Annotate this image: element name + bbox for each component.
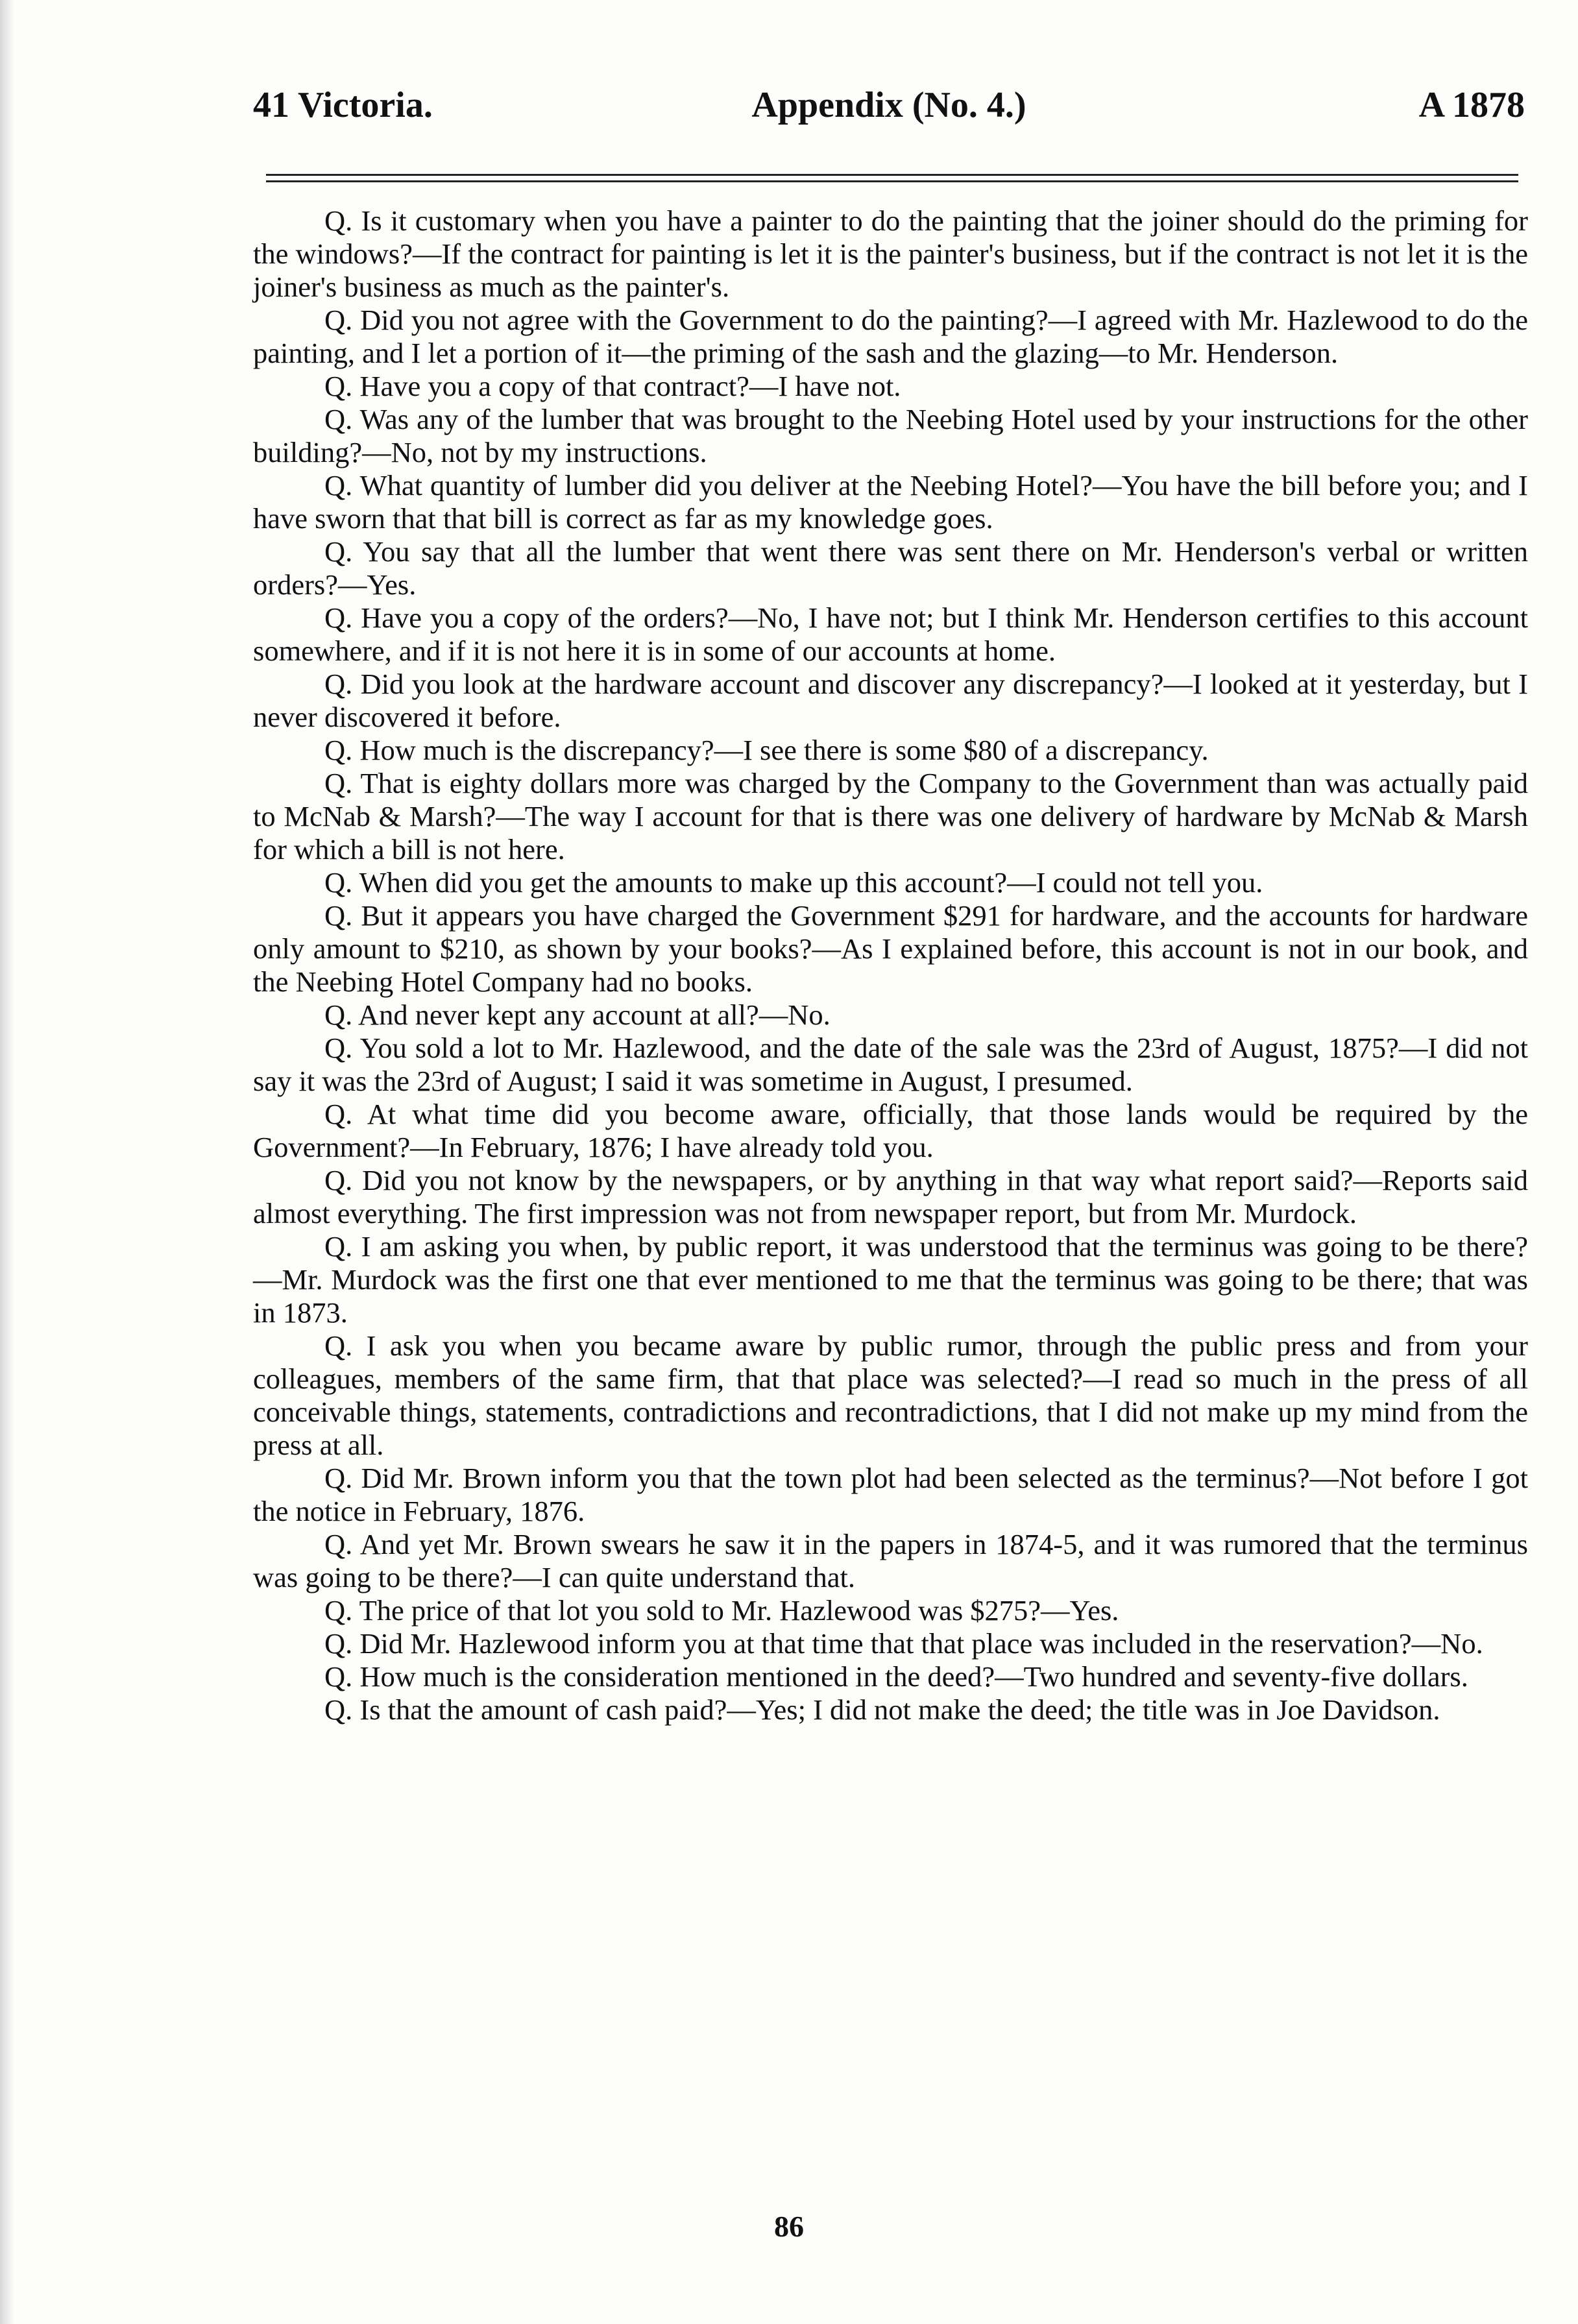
- paragraph: Q. Have you a copy of that contract?—I have not.: [324, 370, 901, 402]
- paragraph: Q. Did Mr. Hazlewood inform you at that time that that place was included in the reservation?—No.: [324, 1627, 1483, 1660]
- paragraph: Q. Did Mr. Brown inform you that the town plot had been selected as the terminus?—Not before I got the notice in February, 1876.: [253, 1462, 1528, 1527]
- paragraph: Q. But it appears you have charged the Government $291 for hardware, and the accounts for hardware only amount to $210, as shown by your books?—As I explained before, this account is not in our book, and the Neebing Hotel Company had no books.: [253, 899, 1528, 998]
- header-session: 41 Victoria.: [253, 85, 433, 125]
- paragraph: Q. You say that all the lumber that went there was sent there on Mr. Henderson's verbal or written orders?—Yes.: [253, 535, 1528, 601]
- header-rule-bottom: [266, 180, 1518, 182]
- page-binding-edge: [0, 0, 14, 2324]
- paragraph: Q. You sold a lot to Mr. Hazlewood, and the date of the sale was the 23rd of August, 1875?—I did not say it was the 23rd of August; I said it was sometime in August, I presumed.: [253, 1032, 1528, 1097]
- paragraph: Q. Is it customary when you have a painter to do the painting that the joiner should do the priming for the windows?—If the contract for painting is let it is the painter's business, but if the contract is not let it is the joiner's business as much as the painter's.: [253, 204, 1528, 303]
- paragraph: Q. How much is the discrepancy?—I see there is some $80 of a discrepancy.: [324, 734, 1209, 766]
- paragraph: Q. How much is the consideration mentioned in the deed?—Two hundred and seventy-five dollars.: [324, 1660, 1468, 1693]
- paragraph: Q. Did you look at the hardware account and discover any discrepancy?—I looked at it yesterday, but I never discovered it before.: [253, 668, 1528, 733]
- paragraph: Q. What quantity of lumber did you deliver at the Neebing Hotel?—You have the bill before you; and I have sworn that that bill is correct as far as my knowledge goes.: [253, 469, 1528, 535]
- running-head: [253, 84, 1525, 143]
- paragraph: Q. That is eighty dollars more was charged by the Company to the Government than was actually paid to McNab & Marsh?—The way I account for that is there was one delivery of hardware by McNab & Marsh for which a bill is not here.: [253, 767, 1528, 865]
- paragraph: Q. The price of that lot you sold to Mr. Hazlewood was $275?—Yes.: [324, 1594, 1119, 1627]
- header-appendix: Appendix (No. 4.): [751, 85, 1026, 125]
- testimony-body: [253, 204, 1528, 1726]
- paragraph: Q. And yet Mr. Brown swears he saw it in the papers in 1874-5, and it was rumored that the terminus was going to be there?—I can quite understand that.: [253, 1528, 1528, 1593]
- paragraph: Q. At what time did you become aware, officially, that those lands would be required by the Government?—In February, 1876; I have already told you.: [253, 1098, 1528, 1163]
- paragraph: Q. Was any of the lumber that was brought to the Neebing Hotel used by your instructions for the other building?—No, not by my instructions.: [253, 403, 1528, 468]
- paragraph: Q. Did you not know by the newspapers, or by anything in that way what report said?—Reports said almost everything. The first impression was not from newspaper report, but from Mr. Murdock.: [253, 1164, 1528, 1229]
- page-number: 86: [774, 2210, 804, 2243]
- paragraph: Q. Is that the amount of cash paid?—Yes; I did not make the deed; the title was in Joe Davidson.: [324, 1693, 1440, 1726]
- header-rule-top: [266, 174, 1518, 176]
- paragraph: Q. When did you get the amounts to make up this account?—I could not tell you.: [324, 866, 1263, 899]
- paragraph: Q. And never kept any account at all?—No.: [324, 999, 831, 1031]
- paragraph: Q. I ask you when you became aware by public rumor, through the public press and from your colleagues, members of the same firm, that that place was selected?—I read so much in the press of all conceivable things, statements, contradictions and recontradictions, that I did not make up my mind from the press at all.: [253, 1329, 1528, 1461]
- paragraph: Q. Have you a copy of the orders?—No, I have not; but I think Mr. Henderson certifies to this account somewhere, and if it is not here it is in some of our accounts at home.: [253, 601, 1528, 667]
- paragraph: Q. I am asking you when, by public report, it was understood that the terminus was going to be there?—Mr. Murdock was the first one that ever mentioned to me that the terminus was going to be there; that was in 1873.: [253, 1230, 1528, 1329]
- paragraph: Q. Did you not agree with the Government to do the painting?—I agreed with Mr. Hazlewood to do the painting, and I let a portion of it—the priming of the sash and the glazing—to Mr. Henderson.: [253, 304, 1528, 369]
- header-year: A 1878: [1418, 85, 1525, 125]
